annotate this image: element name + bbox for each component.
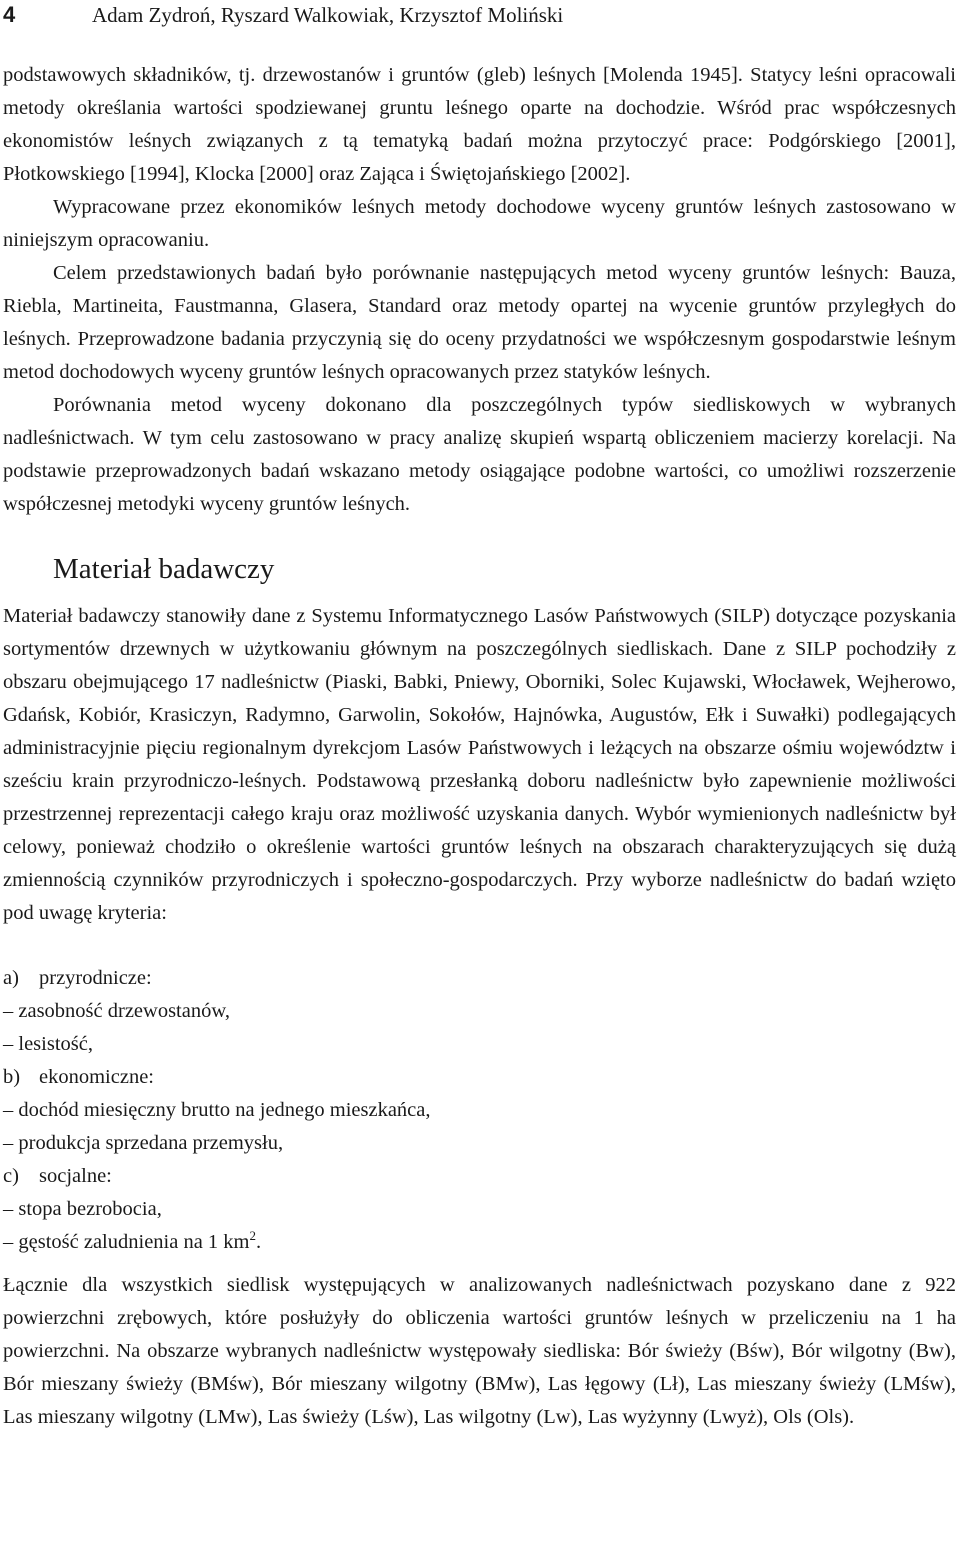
intro-section [3,59,956,521]
superscript: 2 [249,1228,257,1244]
page-number: 4 [3,2,16,27]
paragraph: Materiał badawczy stanowiły dane z Systemu Informatycznego Lasów Państwowych (SILP) dotyczące pozyskania sortymentów drzewnych w użytkowaniu głównym na poszczególnych siedliskach. Dane z SILP pochodziły z obszaru obejmującego 17 nadleśnictw (Piaski, Babki, Pniewy, Oborniki, Solec Kujawski, Włocławek, Wejherowo, Gdańsk, Kobiór, Krasiczyn, Radymno, Garwolin, Sokołów, Hajnówka, Augustów, Ełk i Suwałki) podlegających administracyjnie pięciu regionalnym dyrekcjom Lasów Państwowych i leżących na obszarze ośmiu województw i sześciu krain przyrodniczo-leśnych. Podstawową przesłanką doboru nadleśnictw było zapewnienie możliwości przestrzennej reprezentacji całego kraju oraz możliwość uzyskania danych. Wybór wymienionych nadleśnictw był celowy, ponieważ chodziło o określenie wartości gruntów leśnych na obszarach charakteryzujących się dużą zmiennością czynników przyrodniczych i społeczno-gospodarczych. Przy wyborze nadleśnictw do badań wzięto pod uwagę kryteria: [3,605,956,924]
criteria-list [3,962,956,1259]
section-heading: Materiał badawczy [53,553,275,585]
category-label: socjalne: [39,1165,112,1187]
running-head-authors: Adam Zydroń, Ryszard Walkowiak, Krzysztof Moliński [92,3,564,27]
paragraph: Wypracowane przez ekonomików leśnych metody dochodowe wyceny gruntów leśnych zastosowano w niniejszym opracowaniu. [3,196,956,251]
criteria-item: – produkcja sprzedana przemysłu, [3,1132,284,1154]
paragraph: Celem przedstawionych badań było porównanie następujących metod wyceny gruntów leśnych: Bauza, Riebla, Martineita, Faustmanna, Glasera, Standard oraz metody opartej na wycenie gruntów przyległych do leśnych. Przeprowadzone badania przyczynią się do oceny przydatności we współczesnym gospodarstwie leśnym metod dochodowych wyceny gruntów leśnych opracowanych przez statyków leśnych. [3,262,956,383]
criteria-item: – lesistość, [3,1033,93,1055]
material-section [3,600,956,930]
paragraph: podstawowych składników, tj. drzewostanów i gruntów (gleb) leśnych [Molenda 1945]. Statycy leśni opracowali metody określania wartości spodziewanej gruntu leśnego oparte na dochodzie. Wśród prac współczesnych ekonomistów leśnych związanych z tą tematyką badań można przytoczyć prace: Podgórskiego [2001], Płotkowskiego [1994], Klocka [2000] oraz Zająca i Świętojańskiego [2002]. [3,64,956,185]
closing-section [3,1269,956,1434]
criteria-category [3,1061,956,1094]
running-head [3,0,956,30]
criteria-item: – stopa bezrobocia, [3,1198,162,1220]
criteria-category [3,962,956,995]
criteria-item: – dochód miesięczny brutto na jednego mieszkańca, [3,1099,431,1121]
criteria-item: – zasobność drzewostanów, [3,1000,230,1022]
paragraph: Porównania metod wyceny dokonano dla poszczególnych typów siedliskowych w wybranych nadleśnictwach. W tym celu zastosowano w pracy analizę skupień wspartą obliczeniem macierzy korelacji. Na podstawie przeprowadzonych badań wskazano metody osiągające podobne wartości, co umożliwi rozszerzenie współczesnej metodyki wyceny gruntów leśnych. [3,394,956,515]
criteria-category [3,1160,956,1193]
category-letter: c) [3,1165,19,1187]
criteria-item-text: – gęstość zaludnienia na 1 km [3,1231,250,1253]
paragraph: Łącznie dla wszystkich siedlisk występujących w analizowanych nadleśnictwach pozyskano dane z 922 powierzchni zrębowych, które posłużyły do obliczenia wartości gruntów leśnych w przeliczeniu na 1 ha powierzchni. Na obszarze wybranych nadleśnictw występowały siedliska: Bór świeży (Bśw), Bór wilgotny (Bw), Bór mieszany świeży (BMśw), Bór mieszany wilgotny (BMw), Las łęgowy (Lł), Las mieszany świeży (LMśw), Las mieszany wilgotny (LMw), Las świeży (Lśw), Las wilgotny (Lw), Las wyżynny (Lwyż), Ols (Ols). [3,1274,956,1428]
category-letter: a) [3,967,19,989]
category-label: ekonomiczne: [39,1066,154,1088]
criteria-item-tail: . [256,1231,262,1253]
criteria-item [3,1226,956,1259]
category-label: przyrodnicze: [39,967,152,989]
category-letter: b) [3,1066,21,1088]
